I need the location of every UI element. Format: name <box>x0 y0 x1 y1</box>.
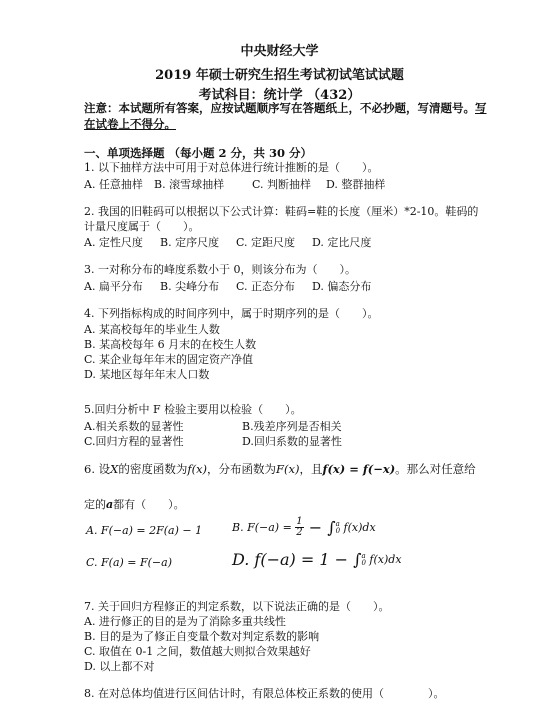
q1-option-c: C. 判断抽样 <box>252 178 312 191</box>
q7-option-c: C. 取值在 0-1 之间，数值越大则拟合效果越好 <box>84 645 311 658</box>
q1-option-b: B. 滚雪球抽样 <box>154 178 225 191</box>
q5-option-a: A.相关系数的显著性 <box>84 420 184 433</box>
q6-var-a: a <box>106 498 114 511</box>
q6-condition: f(x) = f(−x) <box>322 462 396 476</box>
q6-option-b <box>232 517 376 538</box>
q6-stem-c: ，分布函数为 <box>207 462 277 476</box>
notice-text: 注意：本试题所有答案，应按试题顺序写在答题纸上，不必抄题，写清题号。 <box>84 101 475 115</box>
question-6-stem-line1 <box>84 461 476 477</box>
q6-stem-a: 6. 设 <box>84 462 111 476</box>
exam-notice <box>84 100 499 132</box>
q6-stem-d: ，且 <box>299 462 323 476</box>
q6-Fx: F(x) <box>276 462 300 476</box>
q6-stem2-a: 定的 <box>84 498 106 511</box>
q2-option-a: A. 定性尺度 <box>84 236 143 249</box>
question-5-stem: 5.回归分析中 F 检验主要用以检验（ ）。 <box>84 403 302 416</box>
question-3-stem: 3. 一对称分布的峰度系数小于 0，则该分布为（ ）。 <box>84 263 356 276</box>
q6-var-x: X <box>110 462 119 476</box>
q3-option-a: A. 扁平分布 <box>84 280 143 293</box>
q4-option-b: B. 某高校每年 6 月末的在校生人数 <box>84 338 257 351</box>
question-2-stem-line1: 2. 我国的旧鞋码可以根据以下公式计算：鞋码=鞋的长度（厘米）*2-10。鞋码的 <box>84 205 479 218</box>
exam-title: 2019 年硕士研究生招生考试初试笔试试题 <box>155 68 404 83</box>
q6-b-fraction <box>295 517 303 538</box>
q2-option-d: D. 定比尺度 <box>312 236 372 249</box>
q5-option-c: C.回归方程的显著性 <box>84 435 184 448</box>
question-2-stem-line2: 计量尺度属于（ ）。 <box>84 220 200 233</box>
q6-d-lead: D. f(−a) = 1 − ∫ <box>232 550 362 569</box>
q7-option-b: B. 目的是为了修正自变量个数对判定系数的影响 <box>84 630 320 643</box>
question-4-stem: 4. 下列指标构成的时间序列中，属于时期序列的是（ ）。 <box>84 307 379 320</box>
q6-option-c: C. F(a) = F(−a) <box>86 556 172 569</box>
q5-option-d: D.回归系数的显著性 <box>242 435 342 448</box>
q1-option-d: D. 整群抽样 <box>326 178 386 191</box>
q6-stem-e: 。那么对任意给 <box>395 462 476 476</box>
q6-d-lower-limit: 0 <box>361 558 366 567</box>
university-name: 中央财经大学 <box>240 44 319 59</box>
q6-d-integrand: f(x)dx <box>365 553 402 566</box>
q6-b-denominator: 2 <box>296 527 303 538</box>
question-1-stem: 1. 以下抽样方法中可用于对总体进行统计推断的是（ ）。 <box>84 161 379 174</box>
q6-stem2-b: 都有（ ）。 <box>113 498 185 511</box>
q3-option-c: C. 正态分布 <box>236 280 296 293</box>
q2-option-c: C. 定距尺度 <box>236 236 296 249</box>
q6-b-lead: B. F(−a) = <box>232 521 296 534</box>
question-8-stem: 8. 在对总体均值进行区间估计时，有限总体校正系数的使用（ ）。 <box>84 687 445 700</box>
q6-fx: f(x) <box>187 462 208 476</box>
q6-b-integral: − ∫ <box>303 518 336 537</box>
q1-option-a: A. 任意抽样 <box>84 178 143 191</box>
q3-option-b: B. 尖峰分布 <box>160 280 220 293</box>
q5-option-b: B.残差序列是否相关 <box>242 420 342 433</box>
exam-subject: 考试科目：统计学 （432） <box>198 88 361 103</box>
q6-b-integrand: f(x)dx <box>340 521 376 534</box>
q6-b-lower-limit: 0 <box>335 526 341 535</box>
question-7-stem: 7. 关于回归方程修正的判定系数，以下说法正确的是（ ）。 <box>84 600 390 613</box>
q4-option-a: A. 某高校每年的毕业生人数 <box>84 323 220 336</box>
q6-option-a: A. F(−a) = 2F(a) − 1 <box>86 524 203 537</box>
q6-d-upper-limit: a <box>361 551 366 560</box>
q4-option-d: D. 某地区每年年末人口数 <box>84 368 210 381</box>
q4-option-c: C. 某企业每年年末的固定资产净值 <box>84 353 254 366</box>
q6-b-upper-limit: a <box>335 519 340 528</box>
q7-option-d: D. 以上都不对 <box>84 660 155 673</box>
q6-option-d <box>232 550 402 569</box>
q6-b-numerator: 1 <box>296 516 303 527</box>
section-title: 一、单项选择题 （每小题 2 分，共 30 分） <box>84 146 313 160</box>
notice-underlined-b: 在试卷上不得分。 <box>84 117 176 131</box>
question-6-stem-line2 <box>84 497 185 513</box>
q3-option-d: D. 偏态分布 <box>312 280 372 293</box>
notice-underlined-a: 写 <box>475 101 487 115</box>
q7-option-a: A. 进行修正的目的是为了消除多重共线性 <box>84 615 286 628</box>
q6-stem-b: 的密度函数为 <box>118 462 188 476</box>
q2-option-b: B. 定序尺度 <box>160 236 220 249</box>
